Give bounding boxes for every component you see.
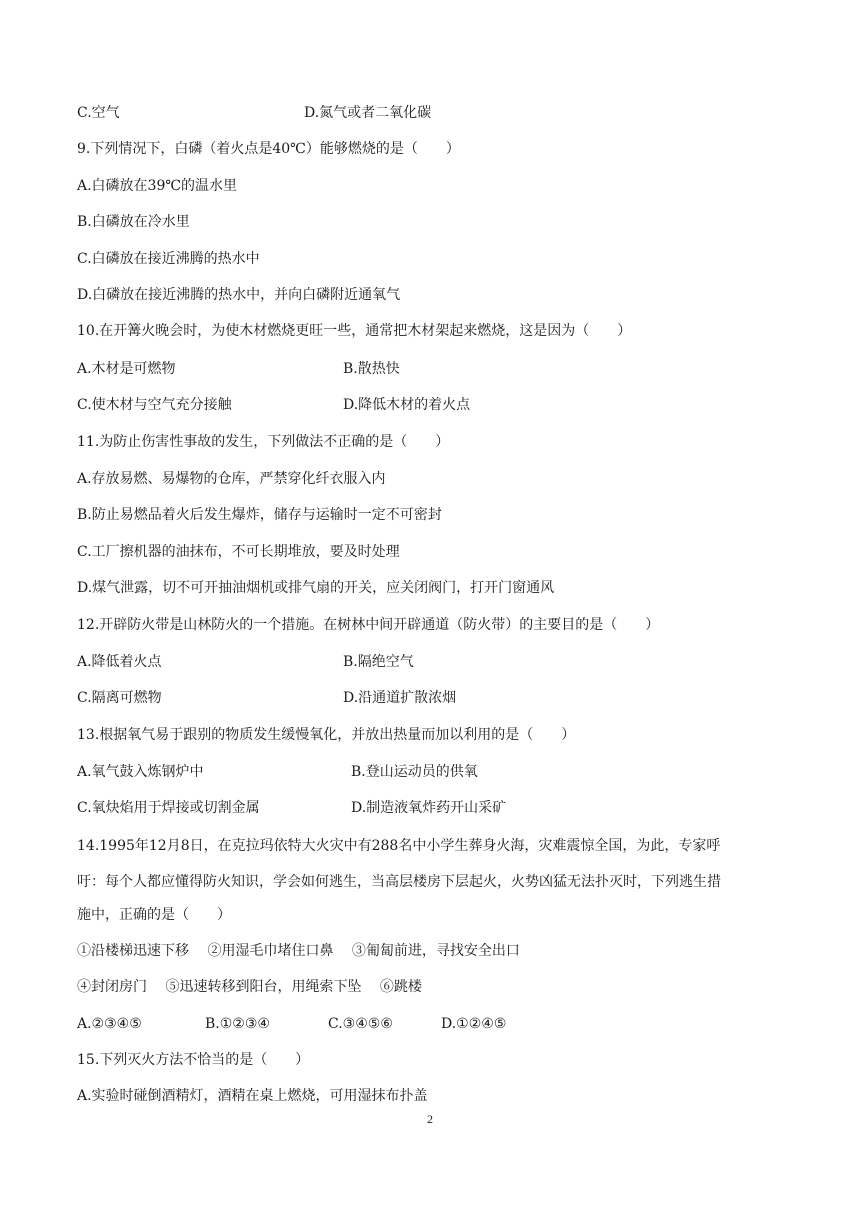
q14-stem-line1: 14.1995年12月8日，在克拉玛依特大火灾中有288名中小学生葬身火海，灾难震惊全国，为此，专家呼 bbox=[77, 838, 721, 854]
q9-option-a: A.白磷放在39℃的温水里 bbox=[77, 178, 238, 194]
q11-option-b: B.防止易燃品着火后发生爆炸，储存与运输时一定不可密封 bbox=[77, 507, 442, 523]
q14-option-c: C.③④⑤⑥ bbox=[328, 1016, 393, 1032]
q10-stem: 10.在开篝火晚会时，为使木材燃烧更旺一些，通常把木材架起来燃烧，这是因为（ ） bbox=[77, 323, 632, 339]
q12-stem: 12.开辟防火带是山林防火的一个措施。在树林中间开辟通道（防火带）的主要目的是（ ） bbox=[77, 617, 660, 633]
q9-option-c: C.白磷放在接近沸腾的热水中 bbox=[77, 251, 260, 267]
q14-stem-line2: 吁：每个人都应懂得防火知识，学会如何逃生，当高层楼房下层起火，火势凶猛无法扑灭时，下列逃生措 bbox=[77, 874, 721, 890]
q13-option-a: A.氧气鼓入炼钢炉中 bbox=[77, 764, 204, 780]
q13-option-c: C.氧炔焰用于焊接或切割金属 bbox=[77, 800, 260, 816]
q14-option-b: B.①②③④ bbox=[205, 1016, 270, 1032]
q10-option-a: A.木材是可燃物 bbox=[77, 361, 176, 377]
q15-option-a: A.实验时碰倒酒精灯，酒精在桌上燃烧，可用湿抹布扑盖 bbox=[77, 1088, 428, 1104]
q9-stem: 9.下列情况下，白磷（着火点是40℃）能够燃烧的是（ ） bbox=[77, 141, 460, 157]
q11-option-c: C.工厂擦机器的油抹布，不可长期堆放，要及时处理 bbox=[77, 544, 400, 560]
q14-items-line2: ④封闭房门 ⑤迅速转移到阳台，用绳索下坠 ⑥跳楼 bbox=[77, 979, 422, 995]
q10-option-d: D.降低木材的着火点 bbox=[343, 397, 471, 413]
q14-option-d: D.①②④⑤ bbox=[441, 1016, 507, 1032]
q11-stem: 11.为防止伤害性事故的发生，下列做法不正确的是（ ） bbox=[77, 434, 450, 450]
q13-stem: 13.根据氧气易于跟别的物质发生缓慢氧化，并放出热量而加以利用的是（ ） bbox=[77, 727, 576, 743]
q10-option-b: B.散热快 bbox=[343, 361, 400, 377]
q12-option-d: D.沿通道扩散浓烟 bbox=[343, 690, 457, 706]
q14-stem-line3: 施中，正确的是（ ） bbox=[77, 907, 231, 923]
page-number: 2 bbox=[427, 1112, 433, 1126]
q11-option-d: D.煤气泄露，切不可开抽油烟机或排气扇的开关，应关闭阀门，打开门窗通风 bbox=[77, 580, 555, 596]
q9-option-b: B.白磷放在冷水里 bbox=[77, 214, 190, 230]
q13-option-d: D.制造液氧炸药开山采矿 bbox=[351, 800, 507, 816]
q11-option-a: A.存放易燃、易爆物的仓库，严禁穿化纤衣服入内 bbox=[77, 471, 386, 487]
q8-option-c: C.空气 bbox=[77, 105, 120, 121]
q12-option-b: B.隔绝空气 bbox=[343, 654, 414, 670]
q9-option-d: D.白磷放在接近沸腾的热水中，并向白磷附近通氧气 bbox=[77, 287, 401, 303]
q13-option-b: B.登山运动员的供氧 bbox=[351, 764, 478, 780]
q10-option-c: C.使木材与空气充分接触 bbox=[77, 397, 232, 413]
q12-option-a: A.降低着火点 bbox=[77, 654, 162, 670]
q12-option-c: C.隔离可燃物 bbox=[77, 690, 162, 706]
q14-items-line1: ①沿楼梯迅速下移 ②用湿毛巾堵住口鼻 ③匍匐前进，寻找安全出口 bbox=[77, 943, 520, 959]
q8-option-d: D.氮气或者二氧化碳 bbox=[304, 105, 432, 121]
q15-stem: 15.下列灭火方法不恰当的是（ ） bbox=[77, 1052, 310, 1068]
q14-option-a: A.②③④⑤ bbox=[77, 1016, 142, 1032]
